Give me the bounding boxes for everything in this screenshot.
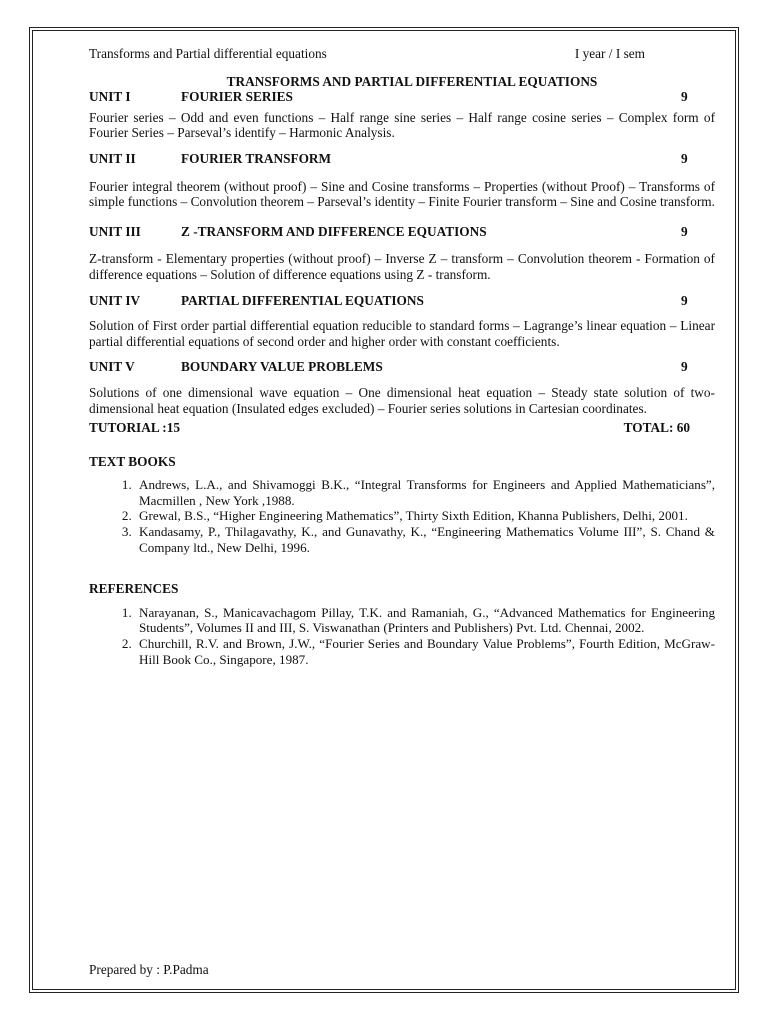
unit-title: PARTIAL DIFFERENTIAL EQUATIONS	[181, 292, 424, 308]
text-books-heading: TEXT BOOKS	[89, 453, 176, 469]
header-year-sem: I year / I sem	[574, 46, 645, 61]
unit-number: UNIT IV	[89, 292, 141, 308]
unit-hours: 9	[681, 150, 688, 166]
total-hours: TOTAL: 60	[623, 420, 690, 436]
unit-number: UNIT V	[89, 359, 135, 375]
tutorial-hours: TUTORIAL :15	[89, 420, 181, 436]
unit-number: UNIT II	[89, 150, 136, 166]
list-item: 3. Kandasamy, P., Thilagavathy, K., and Gunavathy, K., “Engineering Mathematics Volume III”, S. Chand & Company ltd., New Delhi, 1996.	[135, 524, 715, 555]
unit-heading-5	[89, 359, 715, 375]
unit-heading-4	[89, 293, 715, 309]
references-heading: REFERENCES	[89, 581, 179, 597]
header-subject: Transforms and Partial differential equations	[89, 46, 327, 61]
unit-title: FOURIER TRANSFORM	[181, 150, 332, 166]
course-title: TRANSFORMS AND PARTIAL DIFFERENTIAL EQUATIONS	[226, 73, 598, 89]
prepared-by: Prepared by : P.Padma	[89, 962, 209, 977]
unit-content-2: Fourier integral theorem (without proof) – Sine and Cosine transforms – Properties (without Proof) – Transforms of simple functions – Convolution theorem – Parseval’s identity – Finite Fourier transform – Sine and Cosine transform.	[89, 178, 715, 210]
hours-summary	[89, 420, 715, 436]
list-item: 1. Narayanan, S., Manicavachagom Pillay, T.K. and Ramaniah, G., “Advanced Mathematics for Engineering Students”, Volumes II and III, S. Viswanathan (Printers and Publishers) Pvt. Ltd. Chennai, 2002.	[135, 605, 715, 636]
unit-content-4: Solution of First order partial differential equation reducible to standard forms – Lagrange’s linear equation – Linear partial differential equations of second order and higher order with constant coefficients.	[89, 318, 715, 349]
unit-title: BOUNDARY VALUE PROBLEMS	[181, 359, 383, 375]
unit-hours: 9	[681, 292, 688, 308]
text-books-list	[89, 477, 715, 555]
list-item: 2. Churchill, R.V. and Brown, J.W., “Fourier Series and Boundary Value Problems”, Fourth Edition, McGraw-Hill Book Co., Singapore, 1987.	[135, 636, 715, 667]
unit-content-3: Z-transform - Elementary properties (without proof) – Inverse Z – transform – Convolution theorem - Formation of difference equations – Solution of difference equations using Z - transform.	[89, 251, 715, 282]
unit-heading-1	[89, 89, 715, 105]
unit-hours: 9	[681, 223, 688, 239]
unit-heading-3	[89, 224, 715, 240]
unit-title: FOURIER SERIES	[181, 89, 293, 105]
list-item: 1. Andrews, L.A., and Shivamoggi B.K., “Integral Transforms for Engineers and Applied Mathematicians”, Macmillen , New York ,1988.	[135, 477, 715, 508]
references-list	[89, 605, 715, 667]
unit-hours: 9	[681, 89, 688, 105]
syllabus-content	[89, 46, 715, 667]
unit-content-1: Fourier series – Odd and even functions – Half range sine series – Half range cosine series – Complex form of Fourier Series – Parseval’s identify – Harmonic Analysis.	[89, 109, 715, 141]
unit-number: UNIT I	[89, 89, 131, 105]
unit-hours: 9	[681, 359, 688, 375]
unit-title: Z -TRANSFORM AND DIFFERENCE EQUATIONS	[181, 223, 487, 239]
unit-content-5: Solutions of one dimensional wave equation – One dimensional heat equation – Steady state solution of two-dimensional heat equation (Insulated edges excluded) – Fourier series solutions in Cartesian coordinates.	[89, 384, 715, 416]
page-header	[89, 46, 715, 62]
list-item: 2. Grewal, B.S., “Higher Engineering Mathematics”, Thirty Sixth Edition, Khanna Publishers, Delhi, 2001.	[135, 508, 715, 524]
unit-heading-2	[89, 151, 715, 167]
unit-number: UNIT III	[89, 223, 141, 239]
